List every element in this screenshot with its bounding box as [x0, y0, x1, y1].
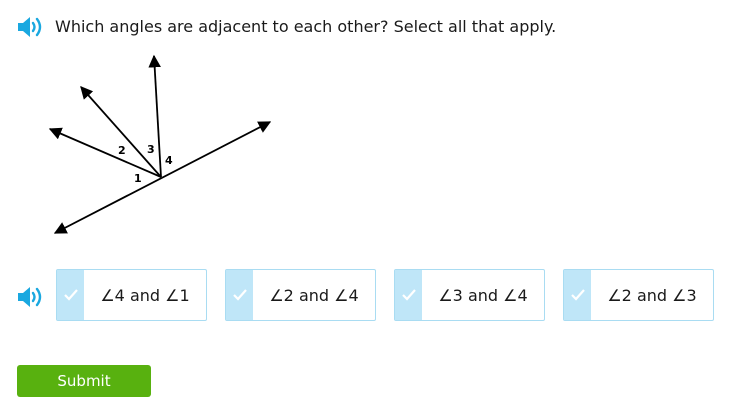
choice-1[interactable]	[56, 269, 207, 321]
submit-button[interactable]: Submit	[17, 365, 151, 397]
choice-label: ∠2 and ∠4	[269, 285, 359, 305]
choice-3[interactable]	[394, 269, 545, 321]
ray-left	[50, 129, 161, 177]
question-speaker-icon[interactable]	[16, 15, 44, 39]
checkmark-icon	[402, 289, 416, 301]
checkmark-icon	[571, 289, 585, 301]
choice-2[interactable]	[225, 269, 376, 321]
angle-label-2: 2	[118, 144, 126, 157]
ray-up	[154, 56, 161, 177]
question-text: Which angles are adjacent to each other? Select all that apply.	[55, 17, 557, 36]
angle-label-1: 1	[134, 172, 142, 185]
checkmark-icon	[233, 289, 247, 301]
line-through	[55, 122, 270, 233]
checkbox-tab[interactable]	[57, 270, 84, 320]
choices-speaker-icon[interactable]	[16, 285, 44, 309]
checkmark-icon	[64, 289, 78, 301]
choice-label: ∠3 and ∠4	[438, 285, 528, 305]
checkbox-tab[interactable]	[564, 270, 591, 320]
angle-label-3: 3	[147, 143, 155, 156]
choice-label: ∠4 and ∠1	[100, 285, 190, 305]
angles-figure	[0, 40, 300, 250]
choice-label: ∠2 and ∠3	[607, 285, 697, 305]
checkbox-tab[interactable]	[226, 270, 253, 320]
choice-4[interactable]	[563, 269, 714, 321]
angle-label-4: 4	[165, 154, 173, 167]
checkbox-tab[interactable]	[395, 270, 422, 320]
ray-upper-left	[81, 87, 161, 177]
